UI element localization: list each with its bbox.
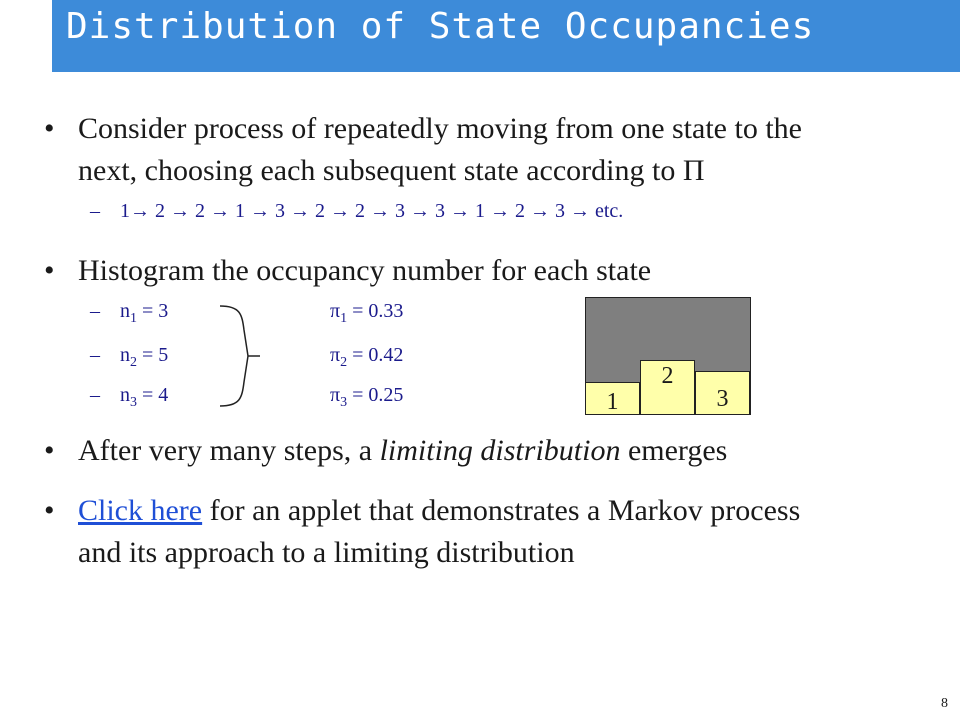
bullet-2-text: Histogram the occupancy number for each state: [78, 254, 652, 287]
bullet-1-marker: •: [44, 112, 55, 145]
count-sub: 1: [130, 311, 137, 326]
histogram-bar-3: [695, 371, 750, 415]
bullet-3-text: [78, 430, 938, 472]
brace-icon: [218, 300, 268, 412]
bullet-1-line-1: Consider process of repeatedly moving from one state to the: [78, 112, 802, 145]
pi-value: = 0.25: [352, 384, 404, 406]
pi-symbol: π: [330, 384, 341, 406]
applet-link[interactable]: Click here: [78, 494, 203, 527]
slide-title: Distribution of State Occupancies: [66, 6, 815, 47]
pi-sub: 1: [340, 311, 348, 326]
count-sub: 2: [130, 355, 137, 370]
pi-row-3: [330, 384, 403, 411]
histogram-bar-1: [585, 382, 640, 415]
b4-rest: for an applet that demonstrates a Markov process: [202, 494, 801, 527]
pi-row-1: [330, 300, 403, 327]
histogram-bar-label: 1: [606, 389, 619, 415]
bullet-4-text: [78, 490, 938, 574]
sub-dash: –: [90, 200, 100, 222]
bullet-2-marker: •: [44, 254, 55, 287]
count-label: n: [120, 384, 130, 406]
title-bar: [52, 0, 960, 72]
count-label: n: [120, 300, 130, 322]
sub-dash: –: [90, 300, 100, 322]
state-sequence: [90, 200, 623, 223]
pi-sub: 3: [340, 395, 348, 410]
pi-row-2: [330, 344, 403, 371]
bullet-1-line-2: next, choosing each subsequent state according to Π: [78, 154, 705, 187]
pi-value: = 0.33: [352, 300, 404, 322]
pi-symbol: π: [330, 300, 341, 322]
b3-post: emerges: [620, 434, 728, 467]
count-value: = 5: [142, 344, 169, 366]
pi-sub: 2: [340, 355, 348, 370]
bullet-4-line-2: and its approach to a limiting distribution: [78, 536, 575, 569]
count-row-1: [90, 300, 168, 327]
bullet-4-marker: •: [44, 494, 55, 527]
histogram-bar-label: 3: [716, 386, 729, 412]
count-value: = 3: [142, 300, 169, 322]
histogram-bar-2: [640, 360, 695, 415]
b3-em: limiting distribution: [379, 434, 621, 467]
sub-dash: –: [90, 344, 100, 366]
count-value: = 4: [142, 384, 169, 406]
page-number: 8: [941, 696, 948, 711]
bullet-3-marker: •: [44, 434, 55, 467]
sequence-text: 1→ 2 → 2 → 1 → 3 → 2 → 2 → 3 → 3 → 1 → 2 → 3 → etc.: [120, 200, 624, 222]
count-label: n: [120, 344, 130, 366]
bullet-1-text: [78, 108, 938, 192]
b3-pre: After very many steps, a: [78, 434, 380, 467]
sub-dash: –: [90, 384, 100, 406]
pi-symbol: π: [330, 344, 341, 366]
count-sub: 3: [130, 395, 137, 410]
count-row-3: [90, 384, 168, 411]
occupancy-histogram: [585, 297, 751, 415]
pi-value: = 0.42: [352, 344, 404, 366]
count-row-2: [90, 344, 168, 371]
histogram-bar-label: 2: [661, 363, 674, 389]
